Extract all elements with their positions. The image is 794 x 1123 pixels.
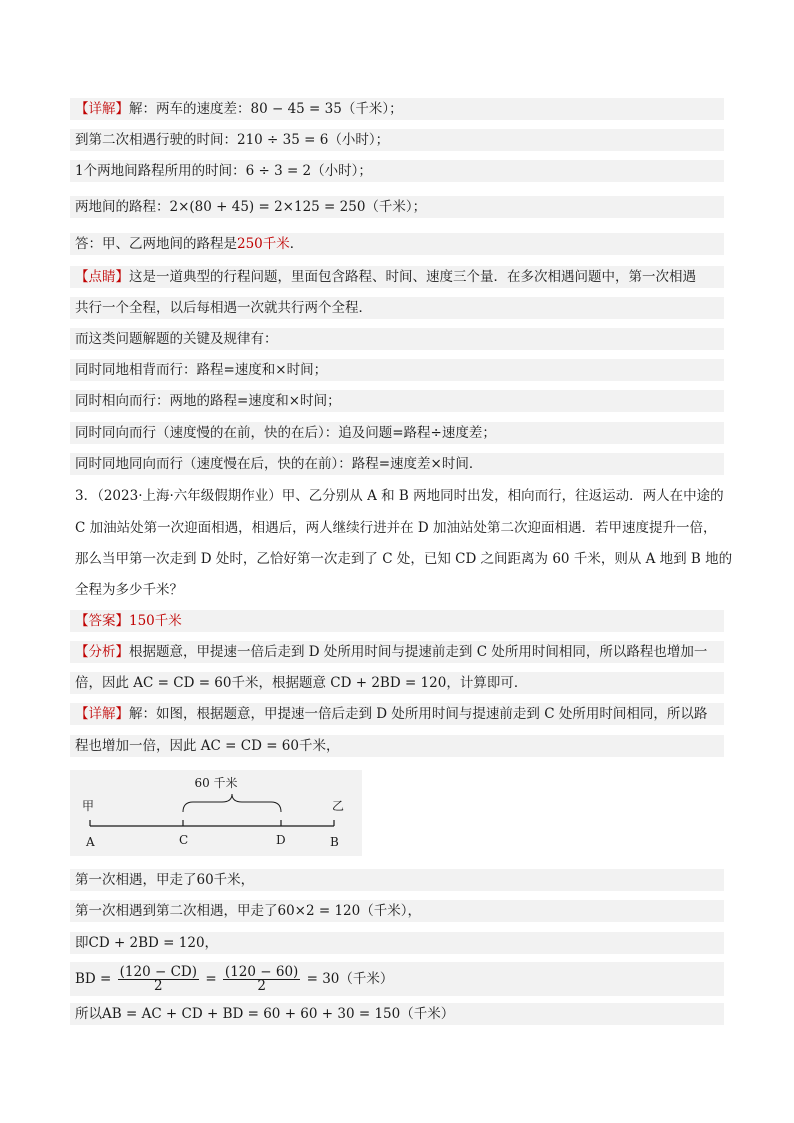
daan-value: 150千米 [129,613,182,629]
fraction-1-numerator: (120 − CD) [119,964,198,980]
daan-tag: 【答案】 [75,613,129,629]
rule-4 [70,453,724,475]
fraction-1 [118,966,199,993]
xiangjie-tag: 【详解】 [75,101,129,117]
xiangjie3-tag: 【详解】 [75,706,129,722]
step-4-equals: = [205,971,217,987]
point-a-label: A [86,835,95,849]
xiangjie-line-2 [70,129,724,151]
dianjing-text-1: 这是一道典型的行程问题，里面包含路程、时间、速度三个量．在多次相遇问题中，第一次相遇 [129,269,696,285]
question-3-text-2: C 加油站处第一次迎面相遇，相遇后，两人继续行进并在 D 加油站处第二次迎面相遇．若甲速度提升一倍， [75,520,717,536]
xiangjie-line-3 [70,160,724,182]
answer-line [70,233,724,255]
speed-difference-text: 解：两车的速度差：80 − 45 = 35（千米）； [129,101,403,117]
question-3-text-1: 3．（2023·上海·六年级假期作业）甲、乙分别从 A 和 B 两地同时出发，相向而行，往返运动．两人在中途的 [75,488,724,504]
xiangjie3-line-2 [70,735,724,757]
point-b-label: B [330,835,339,849]
step-3-text: 即CD + 2BD = 120， [75,935,219,951]
question-3-text-3: 那么当甲第一次走到 D 处时，乙恰好第一次走到了 C 处，已知 CD 之间距离为 60 千米，则从 A 地到 B 地的 [75,551,733,567]
xiangjie3-text-1: 解：如图，根据题意，甲提速一倍后走到 D 处所用时间与提速前走到 C 处所用时间相同，所以路 [129,706,708,722]
distance-diagram [70,770,362,856]
dianjing-line-1 [70,266,724,288]
step-2 [70,900,724,922]
single-distance-time-text: 1个两地间路程所用的时间：6 ÷ 3 = 2（小时）； [75,163,372,179]
label-yi: 乙 [332,799,345,813]
rule-2 [70,390,724,412]
rule-3-text: 同时同向而行（速度慢的在前，快的在后）：追及问题=路程÷速度差； [75,425,496,441]
rule-3 [70,422,724,444]
step-5 [70,1003,724,1025]
question-3-line-4 [75,579,183,601]
brace-label: 60 千米 [194,776,238,790]
step-5-text: 所以AB = AC + CD + BD = 60 + 60 + 30 = 150（千米） [75,1006,455,1022]
rule-4-text: 同时同地同向而行（速度慢在后，快的在前）：路程=速度差×时间． [75,456,483,472]
brace-shape [183,794,281,812]
point-d-label: D [276,833,286,847]
rule-2-text: 同时相向而行：两地的路程=速度和×时间； [75,393,341,409]
fenxi-tag: 【分析】 [75,644,129,660]
rule-intro-text: 而这类问题解题的关键及规律有： [75,331,278,347]
xiangjie3-text-2: 程也增加一倍，因此 AC = CD = 60千米， [75,738,340,754]
dianjing-line-2 [70,297,724,319]
step-1-text: 第一次相遇，甲走了60千米， [75,872,255,888]
rule-1-text: 同时同地相背而行：路程=速度和×时间； [75,362,328,378]
step-4 [70,962,724,996]
xiangjie3-line-1 [70,703,724,725]
question-3-line-2 [75,517,717,539]
rule-1 [70,359,724,381]
dianjing-text-2: 共行一个全程，以后每相遇一次就共行两个全程． [75,300,372,316]
step-2-text: 第一次相遇到第二次相遇，甲走了60×2 = 120（千米）， [75,903,421,919]
fraction-1-denominator: 2 [154,978,163,994]
answer-suffix: ． [289,236,304,252]
dianjing-tag: 【点睛】 [75,269,129,285]
fenxi-line-2 [70,672,724,694]
total-distance-text: 两地间的路程：2×(80 + 45) = 2×125 = 250（千米）； [75,199,427,215]
step-3 [70,932,724,954]
rule-intro [70,328,724,350]
fraction-2-denominator: 2 [257,978,266,994]
xiangjie-line-1 [70,98,724,120]
label-jia: 甲 [82,799,95,813]
fraction-2-numerator: (120 − 60) [224,964,299,980]
step-4-lhs: BD = [75,971,112,987]
step-4-rhs: = 30（千米） [306,971,394,987]
daan-line [70,610,724,632]
meeting-time-text: 到第二次相遇行驶的时间：210 ÷ 35 = 6（小时）； [75,132,390,148]
fenxi-text-2: 倍，因此 AC = CD = 60千米，根据题意 CD + 2BD = 120，计算即可． [75,675,528,691]
fraction-2 [223,966,300,993]
answer-value: 250千米 [237,236,290,252]
fenxi-text-1: 根据题意，甲提速一倍后走到 D 处所用时间与提速前走到 C 处所用时间相同，所以路程也增加一 [129,644,708,660]
distance-diagram-svg [70,770,362,856]
xiangjie-line-4 [70,196,724,218]
point-c-label: C [179,833,189,847]
step-1 [70,869,724,891]
question-3-line-3 [75,548,732,570]
question-3-line-1 [75,485,724,507]
fenxi-line-1 [70,641,724,663]
question-3-text-4: 全程为多少千米？ [75,582,183,598]
answer-prefix: 答：甲、乙两地间的路程是 [75,236,237,252]
